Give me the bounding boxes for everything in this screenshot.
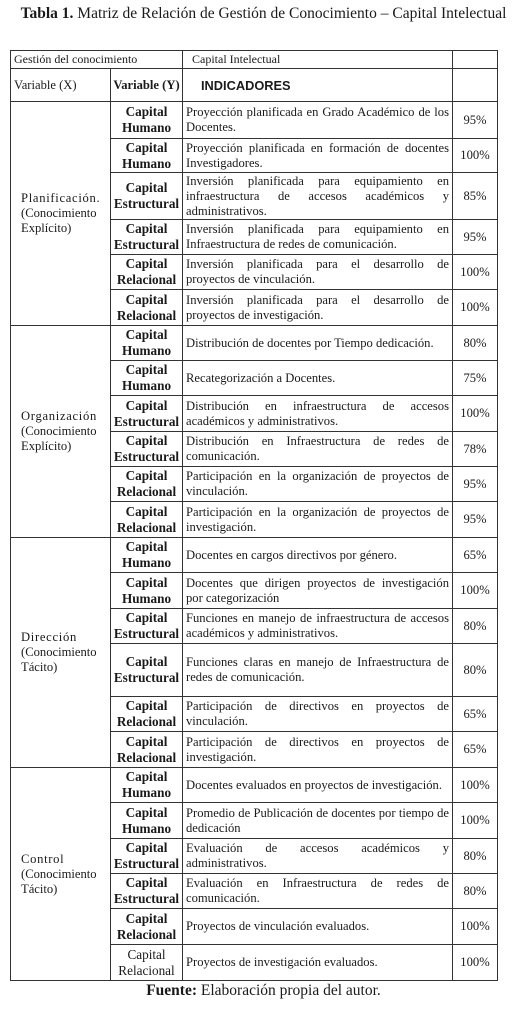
indicator-cell: Inversión planificada para equipamiento en infraestructura de accesos académicos y administrativos. [183,173,453,220]
variable-x-type: (Conocimiento Tácito) [21,645,97,674]
variable-x-type: (Conocimiento Tácito) [21,866,97,896]
percentage-cell: 85% [453,173,498,220]
capital-type-cell: Capital Relacional [111,732,183,768]
table-row [11,326,498,361]
indicator-cell: Promedio de Publicación de docentes por tiempo de dedicación [183,803,453,839]
indicator-cell: Recategorización a Docentes. [183,361,453,396]
table-title-text: Matriz de Relación de Gestión de Conocimiento – Capital Intelectual [77,5,507,22]
indicator-cell: Participación en la organización de proyectos de vinculación. [183,467,453,502]
percentage-cell: 100% [453,945,498,981]
table-row [11,538,498,573]
variable-x-name: Planificación. [21,191,101,205]
indicator-cell: Funciones claras en manejo de Infraestructura de redes de comunicación. [183,644,453,697]
header-row-variables [11,69,498,102]
capital-type-cell: Capital Humano [111,139,183,173]
header-gestion-conocimiento: Gestión del conocimiento [11,51,183,69]
header-capital-intelectual: Capital Intelectual [183,51,453,69]
capital-type-cell: Capital Humano [111,573,183,609]
indicator-cell: Docentes que dirigen proyectos de investigación por categorización [183,573,453,609]
capital-type-cell: Capital Relacional [111,290,183,326]
capital-type-cell: Capital Relacional [111,945,183,981]
header-empty-cell [453,51,498,69]
indicator-cell: Proyección planificada en formación de docentes Investigadores. [183,139,453,173]
capital-type-cell: Capital Humano [111,538,183,573]
header-variable-y: Variable (Y) [111,69,183,102]
percentage-cell: 80% [453,644,498,697]
indicator-cell: Inversión planificada para equipamiento en Infraestructura de redes de comunicación. [183,220,453,255]
indicator-cell: Proyectos de investigación evaluados. [183,945,453,981]
indicator-cell: Participación de directivos en proyectos de vinculación. [183,697,453,732]
percentage-cell: 75% [453,361,498,396]
percentage-cell: 95% [453,502,498,538]
indicator-cell: Funciones en manejo de infraestructura de accesos académicos y administrativos. [183,609,453,644]
percentage-cell: 80% [453,874,498,909]
indicator-cell: Distribución en infraestructura de accesos académicos y administrativos. [183,396,453,432]
capital-type-cell: Capital Estructural [111,874,183,909]
header-pct-empty [453,69,498,102]
table-title [0,4,527,24]
variable-x-name: Control [21,851,65,866]
header-variable-x: Variable (X) [11,69,111,102]
capital-type-cell: Capital Estructural [111,644,183,697]
indicator-cell: Proyección planificada en Grado Académico de los Docentes. [183,102,453,139]
indicator-cell: Docentes evaluados en proyectos de investigación. [183,768,453,803]
percentage-cell: 95% [453,102,498,139]
percentage-cell: 100% [453,573,498,609]
capital-type-cell: Capital Humano [111,326,183,361]
indicator-cell: Inversión planificada para el desarrollo de proyectos de investigación. [183,290,453,326]
percentage-cell: 78% [453,432,498,467]
table-row [11,102,498,139]
percentage-cell: 100% [453,255,498,290]
capital-type-cell: Capital Humano [111,361,183,396]
percentage-cell: 100% [453,290,498,326]
variable-x-cell [11,538,111,768]
percentage-cell: 100% [453,803,498,839]
capital-type-cell: Capital Estructural [111,220,183,255]
percentage-cell: 65% [453,732,498,768]
indicator-cell: Participación de directivos en proyectos de investigación. [183,732,453,768]
source-text: Elaboración propia del autor. [200,982,381,999]
capital-type-cell: Capital Humano [111,768,183,803]
indicator-cell: Evaluación de accesos académicos y administrativos. [183,839,453,874]
variable-x-type: (Conocimiento Explícito) [21,206,97,235]
capital-type-cell: Capital Estructural [111,609,183,644]
source-label: Fuente: [146,982,197,999]
percentage-cell: 95% [453,467,498,502]
capital-type-cell: Capital Relacional [111,909,183,945]
variable-x-cell [11,102,111,326]
indicator-cell: Inversión planificada para el desarrollo de proyectos de vinculación. [183,255,453,290]
capital-type-cell: Capital Humano [111,803,183,839]
percentage-cell: 100% [453,768,498,803]
capital-type-cell: Capital Estructural [111,432,183,467]
percentage-cell: 100% [453,909,498,945]
percentage-cell: 100% [453,139,498,173]
table-source [0,982,527,1000]
percentage-cell: 65% [453,538,498,573]
variable-x-cell [11,768,111,981]
capital-type-cell: Capital Estructural [111,173,183,220]
variable-x-type: (Conocimiento Explícito) [21,424,97,453]
indicator-cell: Participación en la organización de proyectos de investigación. [183,502,453,538]
indicator-cell: Proyectos de vinculación evaluados. [183,909,453,945]
header-indicadores: INDICADORES [183,69,453,102]
capital-type-cell: Capital Estructural [111,839,183,874]
indicator-cell: Evaluación en Infraestructura de redes de comunicación. [183,874,453,909]
percentage-cell: 80% [453,839,498,874]
capital-type-cell: Capital Humano [111,102,183,139]
percentage-cell: 100% [453,396,498,432]
indicator-cell: Docentes en cargos directivos por género. [183,538,453,573]
percentage-cell: 65% [453,697,498,732]
header-row-top [11,51,498,69]
capital-type-cell: Capital Relacional [111,502,183,538]
indicator-cell: Distribución de docentes por Tiempo dedicación. [183,326,453,361]
capital-type-cell: Capital Relacional [111,255,183,290]
variable-x-name: Dirección [21,630,77,644]
indicator-cell: Distribución en Infraestructura de redes de comunicación. [183,432,453,467]
capital-type-cell: Capital Relacional [111,467,183,502]
variable-x-cell [11,326,111,538]
relation-matrix-table [10,50,498,981]
percentage-cell: 80% [453,609,498,644]
capital-type-cell: Capital Relacional [111,697,183,732]
table-row [11,768,498,803]
variable-x-name: Organización [21,409,98,423]
table-number: Tabla 1. [20,5,74,22]
capital-type-cell: Capital Estructural [111,396,183,432]
percentage-cell: 80% [453,326,498,361]
percentage-cell: 95% [453,220,498,255]
